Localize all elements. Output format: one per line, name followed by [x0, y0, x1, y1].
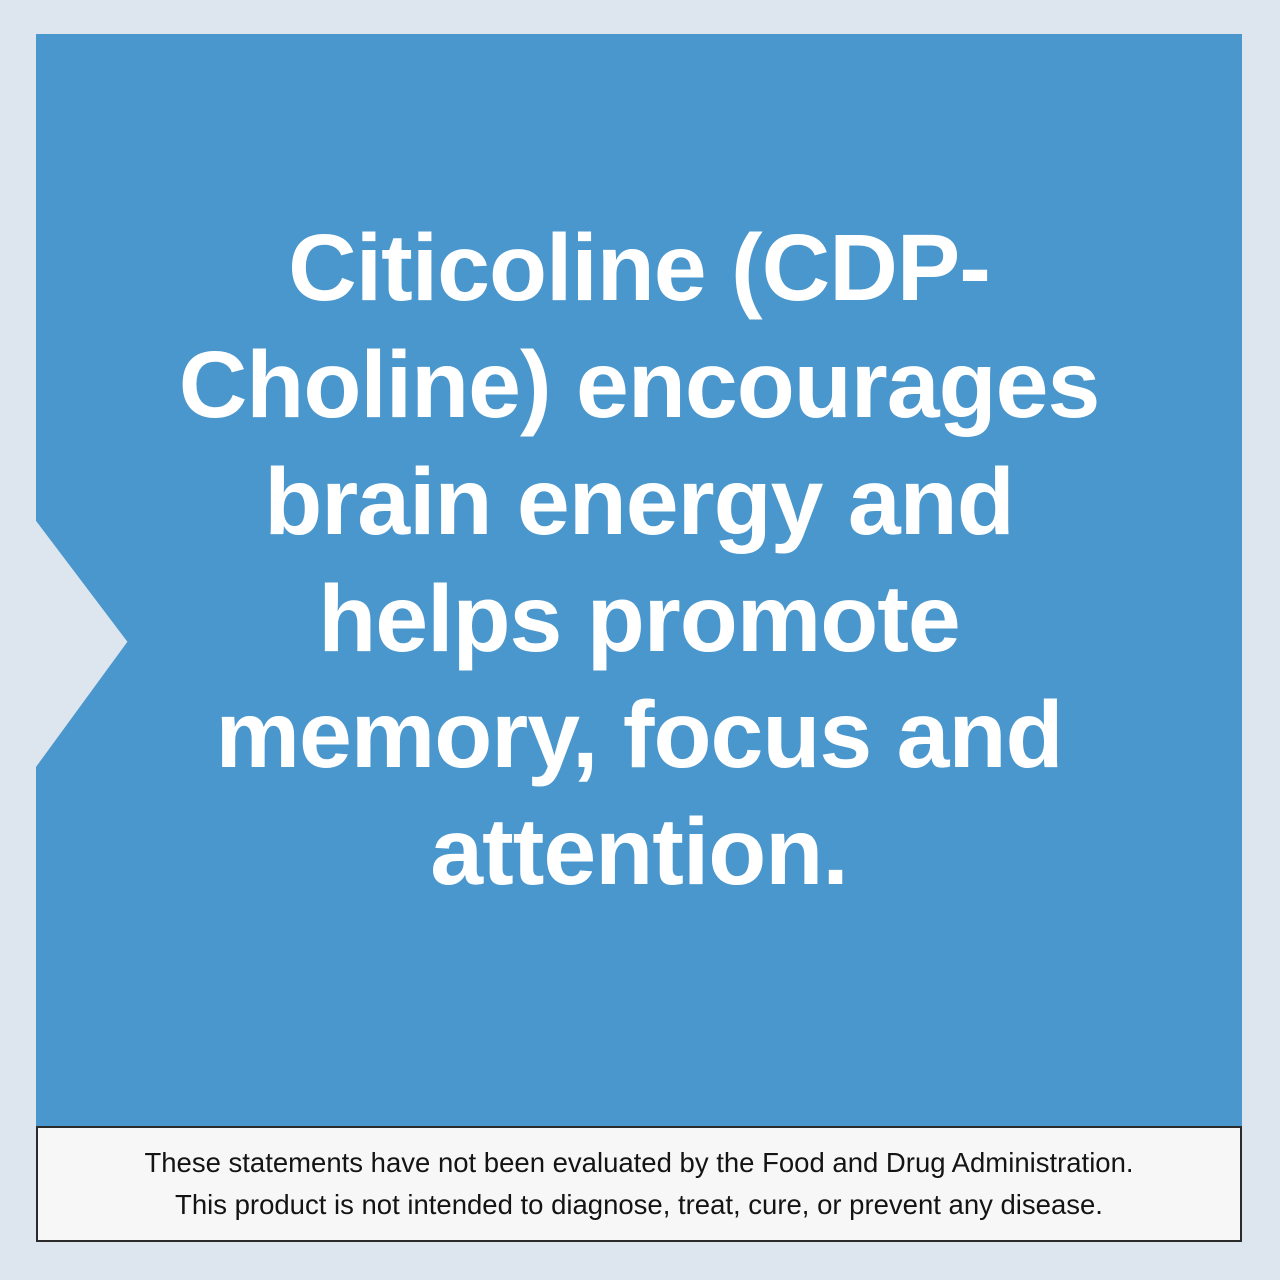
disclaimer-line-2: This product is not intended to diagnose, treat, cure, or prevent any disease.: [175, 1189, 1103, 1220]
disclaimer-box: [36, 1126, 1242, 1242]
disclaimer-line-1: These statements have not been evaluated by the Food and Drug Administration.: [144, 1147, 1134, 1179]
headline-text: Citicoline (CDP-Choline) encourages brain energy and helps promote memory, focus and attention.: [178, 215, 1100, 906]
